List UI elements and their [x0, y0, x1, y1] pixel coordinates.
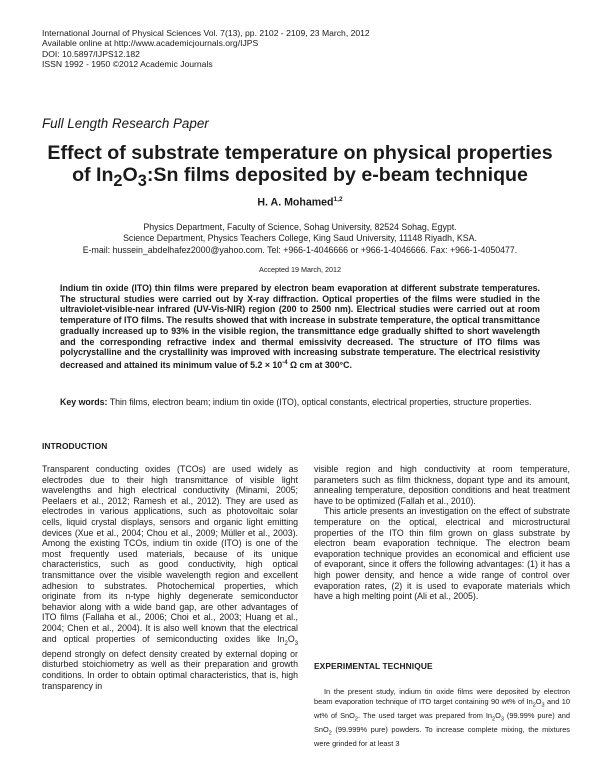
- author-name: H. A. Mohamed: [257, 196, 334, 209]
- introduction-right-column: [314, 464, 570, 602]
- section-heading-introduction: INTRODUCTION: [42, 441, 108, 451]
- abstract: Indium tin oxide (ITO) thin films were prepared by electron beam evaporation at different substrate temperatures. The structural studies were carried out by X-ray diffraction. Optical properties of the films were studied in the ultraviolet-visible-near infrared (UV-Vis-NIR) region (200 to 2500 nm). Electrical studies were carried out at room temperature of ITO films. The results showed that with increase in substrate temperature, the optical transmittance gradually increased up to 93% in the visible region, the transmittance edge gradually shifted to short wavelength and the corresponding refractive index and thermal emissivity decreased. The structure of ITO films was polycrystalline and the crystallinity was improved with increasing substrate temperature. The electrical resistivity decreased and attained its minimum value of $5.2 \times 10^{-4}$ Ω cm at 300°C.: [60, 283, 540, 370]
- title-line-2: of $In_2O_3:Sn$ films deposited by e-beam technique: [72, 164, 528, 190]
- affiliation-1: Physics Department, Faculty of Science, Sohag University, 82524 Sohag, Egypt.: [143, 222, 457, 232]
- intro-paragraph-2: This article presents an investigation on the effect of substrate temperature on the optical, electrical and microstructural properties of the ITO thin film grown on glass substrate by electron beam evaporation technique. The electron beam evaporation technique provides an economical and efficient use of evaporant, since it offers the following advantages: (1) it has a high power density, and hence a wide range of control over evaporation rates, (2) it is used to evaporate materials which have a high melting point (Ali et al., 2005).: [314, 506, 570, 602]
- journal-header: [42, 28, 370, 70]
- keywords-text: Thin films, electron beam; indium tin oxide (ITO), optical constants, electrical properties, structure properties.: [107, 397, 532, 407]
- intro-paragraph-1: Transparent conducting oxides (TCOs) are used widely as electrodes due to their high transmittance of visible light wavelengths and high electrical conductivity (Minami, 2005; Peelaers et al., 2012; Ramesh et al., 2012). They are used as electrodes in various applications, such as photovoltaic solar cells, liquid crystal displays, sensors and organic light emitting devices (Xue et al., 2004; Chou et al., 2009; Müller et al., 2003). Among the existing TCOs, indium tin oxide (ITO) is one of the most frequently used materials, because of its unique characteristics, such as good conductivity, high optical transmittance over the visible wavelength region and excellent adhesion to substrates. Photochemical properties, which originate from its n-type highly degenerate semiconductor behavior along with a wide band gap, are other advantages of ITO films (Fallaha et al., 2006; Choi et al., 2003; Huang et al., 2004; Chen et al., 2004). It is also well known that the electrical and optical properties of semiconducting oxides like $In_2O_3$ depend strongly on defect density created by external doping or disturbed stoichiometry as well as their preparation and growth conditions. In order to obtain optimal characteristics, that is, high transparency in: [42, 464, 298, 691]
- keywords: [60, 397, 540, 408]
- journal-url: Available online at http://www.academicjournals.org/IJPS: [42, 38, 259, 49]
- intro-paragraph-1-continued: visible region and high conductivity at room temperature, parameters such as film thickness, dopant type and its amount, annealing temperature, deposition conditions and heat treatment have to be optimized (Fallah et al., 2010).: [314, 464, 570, 506]
- paper-title: [30, 142, 570, 192]
- section-heading-experimental: EXPERIMENTAL TECHNIQUE: [314, 661, 433, 671]
- affiliation-2: Science Department, Physics Teachers College, King Saud University, 11148 Riyadh, KSA.: [123, 233, 477, 244]
- author: [0, 196, 600, 209]
- title-line-1: Effect of substrate temperature on physical properties: [47, 142, 553, 164]
- contact-email: E-mail: hussein_abdelhafez2000@yahoo.com. Tel: +966-1-4046666 or +966-1-4046666. Fax: +966-1-4050477.: [82, 244, 518, 255]
- paper-type: Full Length Research Paper: [42, 116, 209, 131]
- accepted-date: Accepted 19 March, 2012: [259, 265, 341, 274]
- author-affil-marks: 1,2: [333, 196, 343, 203]
- experimental-paragraph: In the present study, indium tin oxide films were deposited by electron beam evaporation technique of ITO target containing 90 wt% of $In_2O_3$ and 10 wt% of SnO$_2$. The used target was prepared from $In_2O_3$ (99.99% pure) and SnO$_2$ (99.999% pure) powders. To increase complete mixing, the mixtures were grinded for at least 3: [314, 687, 570, 748]
- journal-doi: DOI: 10.5897/IJPS12.182: [42, 48, 140, 59]
- affiliations: [0, 222, 600, 256]
- introduction-left-column: [42, 464, 298, 691]
- journal-issn: ISSN 1992 - 1950 ©2012 Academic Journals: [42, 59, 213, 70]
- journal-citation: International Journal of Physical Sciences Vol. 7(13), pp. 2102 - 2109, 23 March, 2012: [42, 28, 370, 38]
- keywords-label: Key words:: [60, 397, 108, 407]
